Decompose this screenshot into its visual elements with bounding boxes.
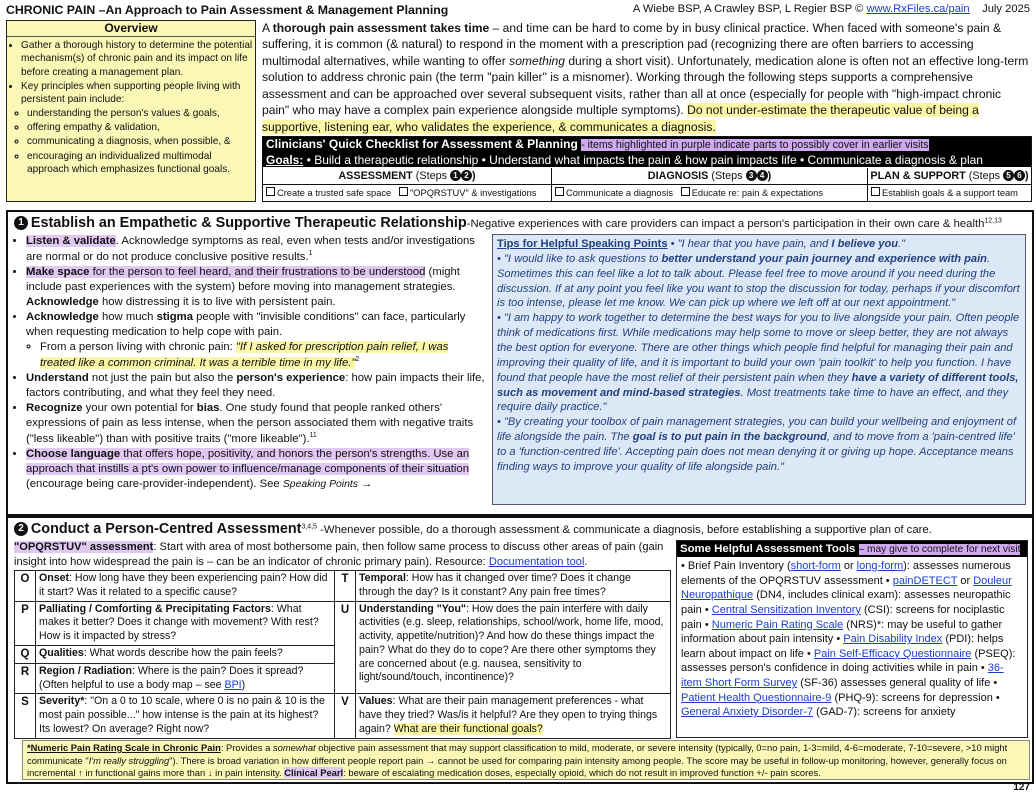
table-key: V (335, 694, 356, 738)
intro-text: A (262, 21, 273, 35)
cell-text: : How long have they been experiencing pain? How did it start? Was it related to a specific cause? (39, 572, 328, 598)
list-item: ◦ communicating a diagnosis, when possible, & (27, 135, 255, 148)
tip-text: "I am happy to work together to determine the best ways for you to live alongside your pain. Often people think of medications first. While medications may help some to move or sleep better, they are not always the best option for everyone. There are other things which people find helpful for managing their pain and improving their quality of life, and it is important to build your own 'pain toolkit' to help you function. I have found that people have the most relief of their persistent pain when they (497, 312, 1020, 384)
reference-sup: 3,4,5 (301, 523, 318, 531)
list-item (26, 234, 486, 265)
point-text: for the person to feel heard, and their frustrations to be understood (89, 265, 426, 278)
long-form-link[interactable]: long-form (856, 560, 904, 572)
tools-title: Some Helpful Assessment Tools (680, 543, 856, 555)
table-row (15, 571, 671, 602)
table-cell (356, 601, 671, 694)
point-lead: Recognize (26, 401, 83, 414)
point-lead: Acknowledge (26, 310, 99, 323)
tool-text: (PDI): helps learn about impact on life • (681, 633, 1004, 660)
checkbox-icon[interactable] (681, 187, 690, 196)
list-item: ◦ offering empathy & validation, (27, 121, 255, 134)
checklist-header (263, 137, 1031, 167)
site-link[interactable]: www.RxFiles.ca/pain (866, 3, 970, 15)
tip-text: . Most treatments take time to have an effect, and they require daily practice." (497, 386, 1009, 414)
table-cell (356, 571, 671, 602)
section-2 (6, 516, 1034, 784)
step-badge: 4 (757, 170, 768, 181)
point-text: (might include past experiences with the system) before moving into management strategies. (26, 265, 460, 293)
short-form-link[interactable]: short-form (790, 560, 841, 572)
csi-link[interactable]: Central Sensitization Inventory (711, 603, 861, 616)
tip-text: "By creating your toolbox of pain management strategies, you can build your wellbeing and enjoyment of life alongside the pain. The (497, 416, 1017, 444)
quick-checklist (262, 136, 1032, 202)
checklist-item: Create a trusted safe space (277, 188, 392, 198)
reference-sup: 1 (308, 250, 313, 258)
tip-text: "I would like to ask questions to (503, 252, 662, 265)
step-badge: 6 (1014, 170, 1025, 181)
paindetect-link[interactable]: painDETECT (892, 574, 958, 587)
col-items (263, 185, 551, 201)
cell-text: : How does the pain interfere with daily activities (e.g. sleep, relationships, school/work, home life, mood, activity, appetite/nutrition)? And how do these things impact the pain? What do they do to cope? Are there other symptoms they are concerned about (e.g. nausea, sensitivity to light/sound/touch, incontinence)? (359, 602, 664, 684)
section-title: Conduct a Person-Centred Assessment (30, 521, 302, 537)
speaking-points-ref: Speaking Points (282, 478, 358, 490)
goals-text: • Build a therapeutic relationship • Understand what impacts the pain & how pain impacts life • Communicate a diagnosis & plan (303, 153, 983, 167)
tool-text: or (957, 574, 974, 587)
cell-title: Values (359, 695, 393, 708)
opqrstuv-table (14, 570, 671, 739)
cell-text: : Where is the pain? Does it spread? (Often helpful to use a body map – see (39, 664, 304, 691)
table-row (15, 601, 671, 645)
tool-text: Brief Pain Inventory ( (687, 560, 791, 572)
arrow-icon: → (357, 477, 373, 490)
points-sublist (26, 340, 486, 371)
list-item (26, 401, 486, 447)
cell-title: Palliating / Comforting & Precipitating Factors (39, 602, 271, 615)
cell-title: Onset (39, 572, 70, 584)
point-text: (encourage being care-provider-independent). See (26, 477, 283, 490)
list-item (26, 447, 486, 492)
section-2-heading (14, 520, 1028, 539)
list-item (26, 265, 486, 310)
tool-text: ): assesses numerous elements of the OPQRSTUV assessment • (681, 560, 1011, 587)
checkbox-icon[interactable] (266, 187, 275, 196)
tools-body: • Brief Pain Inventory (short-form or long-form): assesses numerous elements of the OPQRSTUV assessment • painDETECT or Douleur Neuropathique (DN4, includes clinical exam): assesses neuropathic pain • Central Sensitization Inventory (CSI): screens for nociplastic pain • Numeric Pain Rating Scale (NRS)*: may be useful to gather information about pain intensity • Pain Disability Index (PDI): helps learn about impact on life • Pain Self-Efficacy Questionnaire (PSEQ): assesses person's confidence in doing activities while in pain • 36-item Short Form Survey (SF-36) assesses general quality of life • Patient Health Questionnaire-9 (PHQ-9): screens for depression • General Anxiety Disorder-7 (GAD-7): screens for anxiety (681, 560, 1016, 719)
cell-title: Severity* (39, 695, 85, 708)
tool-text: or (840, 560, 857, 572)
point-lead: Understand (26, 371, 89, 384)
step-badge: 1 (450, 170, 461, 181)
point-text: people with "invisible conditions" can face, particularly when requesting medication to help cope with pain. (26, 310, 466, 338)
tips-title: Tips for Helpful Speaking Points (497, 238, 668, 250)
list-item: • Gather a thorough history to determine the potential mechanism(s) of chronic pain and its impact on life before creating a management plan. (21, 39, 255, 79)
cell-text: : What words describe how the pain feels? (83, 646, 283, 659)
tool-text: (DN4, includes clinical exam): assesses neuropathic pain • (681, 589, 1011, 616)
tool-text: (PHQ-9): screens for depression • (831, 691, 1000, 704)
nprs-note (22, 740, 1030, 780)
nprs-text: objective pain assessment that may support classification to mild, moderate, or severe intensity (typically, 0=no pain, 1-3=mild, 4-6=moderate, 7-10=severe, >10 might communicate " (27, 742, 1008, 766)
table-cell (36, 571, 335, 602)
bpi-link[interactable]: BPI (224, 678, 242, 691)
intro-paragraph (262, 20, 1029, 135)
nprs-text: "). There is broad variation in how different people report pain → cannot be used for comparing pain intensity among people. The score may be useful in follow-up monitoring, however, generally focus on incremental ↑ in functional gains more than ↓ in pain intensity. (27, 754, 1007, 778)
list-item (21, 80, 255, 176)
section-note: -Whenever possible, do a thorough assessment & communicate a diagnosis, before establishing a supportive plan of care. (317, 524, 932, 536)
cell-text: : "On a 0 to 10 scale, where 0 is no pain & 10 is the most pain possible..." how intense is the pain at its highest? Its lowest? On average? Right now? (39, 695, 325, 735)
cell-text: : How has it changed over time? Does it change through the day? Is it constant? Any pain free times? (359, 572, 631, 598)
reference-sup: 2 (355, 355, 360, 363)
tip-text: . Sometimes this can feel like a lot to talk about. Please feel free to move around if you need during the discussion. If at any point you feel like you want to stop the discussion for today, perhaps if your discomfort is too intense, please let me know. We can pick up where we left off at our next appointment." (497, 252, 1020, 310)
tip-bold: goal is to put pain in the background (632, 431, 827, 444)
table-cell (36, 601, 335, 645)
cell-title: Region / Radiation (39, 664, 132, 677)
cell-highlight: What are their functional goals? (393, 722, 543, 735)
point-bold: Acknowledge (26, 295, 99, 308)
tip-item: • "I would like to ask questions to better understand your pain journey and experience with pain. Sometimes this can feel like a lot to talk about. Please feel free to move around if you need during the discussion. If at any point you feel like you want to stop the discussion for today, perhaps if your discomfort is too intense, please let me know. We can pick up where we left off at our next appointment." (497, 252, 1020, 310)
section-1-heading (14, 214, 1028, 233)
opq-text: . (584, 555, 588, 568)
section-note: -Negative experiences with care providers can impact a person's participation in their own care & health (466, 218, 985, 230)
col-items (552, 185, 867, 201)
col-title: PLAN & SUPPORT (Steps 5 6 ) (868, 168, 1031, 185)
tip-text: , and to move from a 'pain-centred life' to a 'function-centred life'. Accepting pain does not mean denying it or giving up hope. Acceptance means finding ways to improve your quality of life alongside pain." (497, 431, 1015, 473)
phq9-link[interactable]: Patient Health Questionnaire-9 (681, 691, 832, 704)
col-steps: (Steps (415, 170, 447, 182)
table-cell (36, 694, 335, 738)
clinical-pearl-label: Clinical Pearl (284, 767, 344, 778)
title-bar (6, 2, 1030, 19)
tip-bold: have a variety of different tools, such as movement and mind-based strategies (497, 371, 1019, 399)
opq-label: "OPQRSTUV" assessment (14, 541, 154, 553)
tip-bold: I believe you (831, 238, 899, 250)
tip-bold: better understand your pain journey and experience with pain (661, 252, 987, 265)
cell-text: : What makes it better? Does it change with movement? With rest? How is it impacted by stress? (39, 602, 319, 643)
col-title-text: ASSESSMENT (338, 170, 413, 182)
list-item: ◦ encouraging an individualized multimodal approach which emphasizes functional goals. (27, 150, 255, 177)
page-title: CHRONIC PAIN –An Approach to Pain Assessment & Management Planning (6, 3, 449, 17)
overview-list (7, 39, 255, 176)
table-key: S (15, 694, 36, 738)
checklist-col-plan (868, 168, 1031, 201)
checklist-col-assessment (263, 168, 552, 201)
col-steps: (Steps (968, 170, 1000, 182)
sf36-link[interactable]: 36-item Short Form Survey (681, 662, 1004, 689)
checklist-item: Communicate a diagnosis (566, 188, 673, 198)
checklist-item: Establish goals & a support team (882, 188, 1018, 198)
point-lead: Make space (26, 265, 90, 278)
point-text: how distressing it is to live with persistent pain. (98, 295, 336, 308)
intro-bold: thorough pain assessment takes time (272, 21, 490, 35)
pseq-link[interactable]: Pain Self-Efficacy Questionnaire (813, 647, 972, 660)
title-meta (633, 2, 1030, 17)
pdi-link[interactable]: Pain Disability Index (843, 633, 943, 646)
point-text: : how pain impacts their life, factors contributing, and what they feel they need. (26, 371, 485, 399)
point-bold: person's experience (236, 371, 346, 384)
reference-sup: 11 (309, 431, 317, 439)
tool-text: (CSI): screens for nociplastic pain • (681, 603, 1005, 631)
list-item-text: Key principles when supporting people living with persistent pain include: (21, 80, 241, 106)
section-1-points (14, 234, 486, 492)
checkbox-icon[interactable] (555, 187, 564, 196)
tip-item: • "By creating your toolbox of pain management strategies, you can build your wellbeing and enjoyment of life alongside the pain. The goal is to put pain in the background, and to move from a 'pain-centred life' to a 'function-centred life'. Accepting pain does not mean denying it or giving up hope. Acceptance means finding ways to improve your quality of life alongside pain." (497, 416, 1017, 473)
step-badge: 2 (461, 170, 472, 181)
dn4-link[interactable]: Douleur Neuropathique (681, 574, 1012, 602)
tip-text: ." (898, 238, 906, 250)
checklist-title: Clinicians' Quick Checklist for Assessment & Planning (266, 137, 578, 151)
tool-text: (PSEQ): assesses person's confidence in doing activities while in pain • (681, 647, 1016, 675)
page-number: 127 (1013, 781, 1030, 793)
point-bold: bias (196, 401, 220, 414)
cell-text: : What are their pain management preferences - what have they tried? Was/is it helpful? Are they open to trying things again? (359, 695, 658, 735)
list-item (26, 371, 486, 401)
intro-text: during a short visit). Unfortunately, medication alone is often not an effective long-term solution to address chronic pain (the term "pain killer" is a misnomer). Working through the following steps supports a comprehensive assessment and can be approached over several subsequent visits, rather than all at once (especially for people with "high-impact chronic pain" who may have a complex pain experience alongside multiple symptoms). (262, 53, 1029, 118)
step-badge: 2 (14, 522, 28, 536)
table-key: R (15, 663, 36, 694)
col-title: ASSESSMENT (Steps 1 2 ) (263, 168, 551, 185)
overview-title: Overview (7, 21, 255, 37)
opq-text: : Start with area of most bothersome pain, then follow same process to discuss other areas of pain (gain insight into how widespread the pain is – can be an indicator of chronic primary pain). Resource: (14, 541, 664, 568)
point-text: . Acknowledge symptoms as real, even when tests and/or investigations are normal or do not produce conclusive positive results. (26, 235, 475, 263)
tool-text: (GAD-7): screens for anxiety (813, 706, 956, 719)
checklist-col-diagnosis (552, 168, 868, 201)
quote-intro: From a person living with chronic pain: (40, 340, 236, 353)
checklist-item: Educate re: pain & expectations (691, 188, 823, 198)
gad7-link[interactable]: General Anxiety Disorder-7 (681, 706, 814, 719)
nrs-link[interactable]: Numeric Pain Rating Scale (711, 618, 844, 631)
table-cell (36, 645, 335, 663)
table-key: P (15, 601, 36, 645)
reference-sup: 12,13 (984, 217, 1002, 225)
cell-text: ) (241, 678, 246, 691)
checklist-item: "OPQRSTUV" & investigations (409, 188, 537, 198)
tip-item: • "I am happy to work together to determine the best ways for you to live alongside your pain. Often people think of medications first. While medications may help some to move or sleep better, they are not always the best option for everyone. There are other things which people find helpful for managing their pain and improving their quality of life, and it is important to build your own 'pain toolkit' to help you function. I have found that people have the most relief of their persistent pain when they have a variety of different tools, such as movement and mind-based strategies. Most treatments take time to have an effect, and they require daily practice." (497, 312, 1020, 414)
point-lead: Choose language (26, 447, 121, 460)
checklist-note: - items highlighted in purple indicate parts to possibly cover in earlier visits (581, 139, 929, 151)
step-badge: 3 (746, 170, 757, 181)
checklist-columns (263, 168, 1031, 201)
nprs-italic: I'm really struggling (88, 754, 170, 766)
speaking-points-box: Tips for Helpful Speaking Points • "I hear that you have pain, and I believe you." • "I would like to ask questions to better understand your pain journey and experience with pain. Sometimes this can feel like a lot to talk about. Please feel free to move around if you need during the discussion. If at any point you feel like you want to stop the discussion for today, perhaps if your discomfort is too intense, please let me know. We can pick up where we left off at our next appointment." • "I am happy to work together to determine the best ways for you to live alongside your pain. Often people think of medications first. While medications may help some to move or sleep better, they are not always the best option for everyone. There are other things which people find helpful for managing their pain and improving their quality of life, and it is important to build your own 'pain toolkit' to help you function. I have found that people have the most relief of their persistent pain when they have a variety of different tools, such as movement and mind-based strategies. Most treatments take time to have an effect, and they require daily practice." • "By creating your toolbox of pain management strategies, you can build your wellbeing and enjoyment of life alongside the pain. The goal is to put pain in the background, and to move from a 'pain-centred life' to a 'function-centred life'. Accepting pain does not mean denying it or giving up hope. Acceptance means finding ways to improve your quality of life alongside pain." (492, 234, 1026, 505)
documentation-tool-link[interactable]: Documentation tool (488, 555, 585, 568)
tool-text: (NRS)*: may be useful to gather information about pain intensity • (681, 618, 1003, 646)
section-1 (6, 210, 1034, 516)
table-key: O (15, 571, 36, 602)
intro-text: – and time can be hard to come by in busy clinical practice. When faced with someone's pain & suffering, it is common (& natural) to respond in the moment with a prescription pad (recognizing there are often barriers to accessing multimodal alternatives, while wanting to offer (262, 21, 1002, 68)
intro-italic: something (509, 53, 565, 68)
table-row (15, 694, 671, 738)
table-cell (356, 694, 671, 738)
cell-title: Temporal (359, 572, 406, 584)
col-title-text: DIAGNOSIS (647, 170, 709, 182)
list-item (26, 310, 486, 371)
point-text: that offers hope, positivity, and honors the person's strengths. Use an approach that instills a pt's own power to influence/manage components of their situation (26, 447, 470, 475)
authors: A Wiebe BSP, A Crawley BSP, L Regier BSP © (632, 3, 864, 15)
cell-title: Understanding "You" (359, 602, 466, 615)
intro-highlight: Do not under-estimate the therapeutic value of being a supportive, listening ear, who validates the experience, & communicates a diagnosis. (262, 103, 979, 134)
table-cell (36, 663, 335, 694)
tools-note: – may give to complete for next visit (858, 544, 1021, 555)
clinical-pearl-text: : beware of escalating medication doses, especially opioid, which do not result in improved function +/- pain scores. (343, 767, 821, 778)
table-key: U (335, 601, 356, 694)
tool-text: (SF-36) assesses general quality of life • (797, 677, 998, 689)
point-lead: Listen & validate (26, 235, 116, 247)
step-badge: 1 (14, 216, 28, 230)
point-text: not just the pain but also the (88, 371, 237, 384)
tools-header (677, 541, 1027, 557)
col-items (868, 185, 1031, 201)
goals-label: Goals: (266, 153, 304, 167)
point-text: how much (98, 310, 157, 323)
list-item: ◦ understanding the person's values & goals, (27, 107, 255, 120)
table-key: Q (15, 645, 36, 663)
section-title: Establish an Empathetic & Supportive Therapeutic Relationship (30, 215, 467, 231)
date: July 2025 (982, 3, 1030, 15)
col-steps: (Steps (711, 170, 743, 182)
cell-title: Qualities (39, 646, 84, 659)
overview-sublist (21, 107, 255, 177)
col-title: DIAGNOSIS (Steps 3 4 ) (552, 168, 867, 185)
nprs-label: *Numeric Pain Rating Scale in Chronic Pain (27, 742, 221, 753)
point-text: . One study found that people ranked others' expressions of pain as less intense, when the person associated them with negative traits ("less likeable") than with positive traits ("more likeable"). (26, 401, 474, 445)
checkbox-icon[interactable] (871, 187, 880, 196)
point-text: your own potential for (82, 401, 197, 414)
table-key: T (335, 571, 356, 602)
opqrstuv-intro (14, 540, 671, 570)
point-bold: stigma (156, 310, 194, 323)
nprs-text: : Provides a (220, 742, 273, 753)
col-title-text: PLAN & SUPPORT (870, 170, 966, 182)
checkbox-icon[interactable] (399, 187, 408, 196)
step-badge: 5 (1003, 170, 1014, 181)
tip-text: "I hear that you have pain, and (677, 238, 832, 250)
list-item (40, 340, 486, 371)
patient-quote: "If I asked for prescription pain relief, I was treated like a common criminal. It was a terrible time in my life." (40, 340, 449, 369)
overview-box (6, 20, 256, 202)
points-list (14, 234, 486, 492)
assessment-tools-box (676, 540, 1028, 738)
nprs-italic: somewhat (272, 742, 316, 753)
